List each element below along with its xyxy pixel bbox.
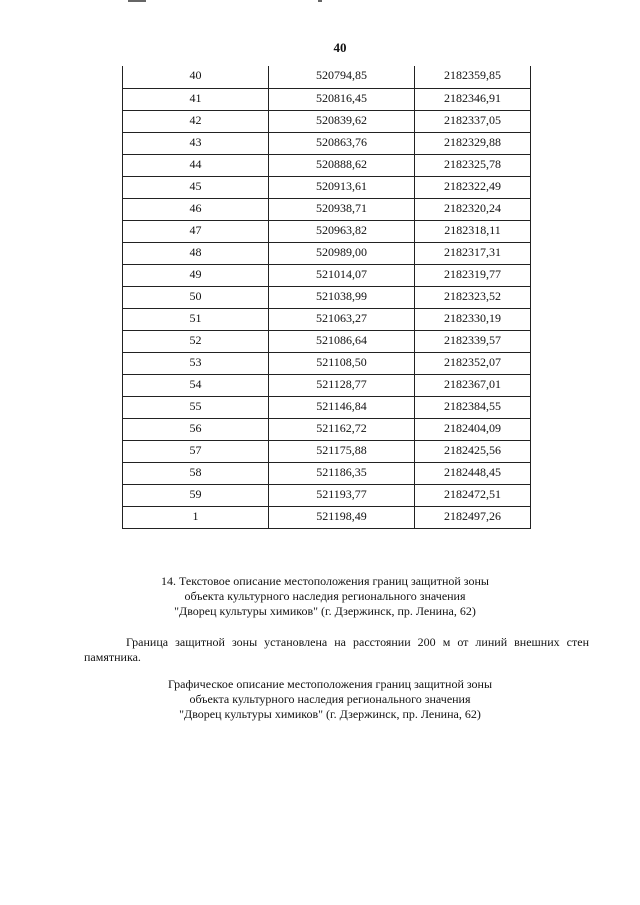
x-coordinate-cell: 521014,07	[269, 264, 415, 286]
point-number-cell: 54	[123, 374, 269, 396]
point-number-cell: 47	[123, 220, 269, 242]
x-coordinate-cell: 520863,76	[269, 132, 415, 154]
point-number-cell: 58	[123, 462, 269, 484]
y-coordinate-cell: 2182346,91	[415, 88, 531, 110]
x-coordinate-cell: 520989,00	[269, 242, 415, 264]
graphic-heading-line-3: "Дворец культуры химиков" (г. Дзержинск, пр. Ленина, 62)	[179, 707, 481, 721]
table-row	[123, 462, 531, 484]
point-number-cell: 1	[123, 506, 269, 528]
x-coordinate-cell: 520963,82	[269, 220, 415, 242]
point-number-cell: 41	[123, 88, 269, 110]
x-coordinate-cell: 521175,88	[269, 440, 415, 462]
y-coordinate-cell: 2182325,78	[415, 154, 531, 176]
x-coordinate-cell: 520888,62	[269, 154, 415, 176]
scan-edge-mark-right	[318, 0, 322, 2]
point-number-cell: 57	[123, 440, 269, 462]
table-row	[123, 88, 531, 110]
x-coordinate-cell: 521086,64	[269, 330, 415, 352]
point-number-cell: 50	[123, 286, 269, 308]
x-coordinate-cell: 520816,45	[269, 88, 415, 110]
y-coordinate-cell: 2182339,57	[415, 330, 531, 352]
table-row	[123, 198, 531, 220]
section-14-heading-line-1: 14. Текстовое описание местоположения границ защитной зоны	[161, 574, 489, 588]
point-number-cell: 42	[123, 110, 269, 132]
x-coordinate-cell: 520839,62	[269, 110, 415, 132]
x-coordinate-cell: 521108,50	[269, 352, 415, 374]
y-coordinate-cell: 2182359,85	[415, 66, 531, 88]
table-row	[123, 242, 531, 264]
table-row	[123, 66, 531, 88]
section-14-heading	[0, 574, 640, 619]
point-number-cell: 46	[123, 198, 269, 220]
point-number-cell: 53	[123, 352, 269, 374]
y-coordinate-cell: 2182404,09	[415, 418, 531, 440]
x-coordinate-cell: 521193,77	[269, 484, 415, 506]
graphic-heading-line-1: Графическое описание местоположения границ защитной зоны	[167, 677, 493, 691]
x-coordinate-cell: 520938,71	[269, 198, 415, 220]
table-row	[123, 352, 531, 374]
x-coordinate-cell: 521146,84	[269, 396, 415, 418]
table-row	[123, 440, 531, 462]
y-coordinate-cell: 2182318,11	[415, 220, 531, 242]
y-coordinate-cell: 2182323,52	[415, 286, 531, 308]
point-number-cell: 49	[123, 264, 269, 286]
graphic-heading-line-2: объекта культурного наследия регионального значения	[189, 692, 471, 706]
table-row	[123, 154, 531, 176]
page-number: 40	[333, 40, 347, 55]
table-row	[123, 220, 531, 242]
x-coordinate-cell: 521162,72	[269, 418, 415, 440]
table-row	[123, 418, 531, 440]
table-row	[123, 286, 531, 308]
table-row	[123, 264, 531, 286]
table-row	[123, 176, 531, 198]
y-coordinate-cell: 2182352,07	[415, 352, 531, 374]
x-coordinate-cell: 520794,85	[269, 66, 415, 88]
table-row	[123, 110, 531, 132]
point-number-cell: 45	[123, 176, 269, 198]
y-coordinate-cell: 2182320,24	[415, 198, 531, 220]
point-number-cell: 56	[123, 418, 269, 440]
y-coordinate-cell: 2182330,19	[415, 308, 531, 330]
x-coordinate-cell: 520913,61	[269, 176, 415, 198]
table-row	[123, 396, 531, 418]
y-coordinate-cell: 2182337,05	[415, 110, 531, 132]
table-row	[123, 506, 531, 528]
point-number-cell: 55	[123, 396, 269, 418]
point-number-cell: 59	[123, 484, 269, 506]
scan-edge-mark-left	[128, 0, 146, 2]
point-number-cell: 51	[123, 308, 269, 330]
y-coordinate-cell: 2182497,26	[415, 506, 531, 528]
table-row	[123, 132, 531, 154]
y-coordinate-cell: 2182367,01	[415, 374, 531, 396]
x-coordinate-cell: 521198,49	[269, 506, 415, 528]
section-14-heading-line-3: "Дворец культуры химиков" (г. Дзержинск, пр. Ленина, 62)	[174, 604, 476, 618]
y-coordinate-cell: 2182472,51	[415, 484, 531, 506]
y-coordinate-cell: 2182319,77	[415, 264, 531, 286]
y-coordinate-cell: 2182448,45	[415, 462, 531, 484]
table-row	[123, 330, 531, 352]
section-14-heading-line-2: объекта культурного наследия регионального значения	[184, 589, 466, 603]
x-coordinate-cell: 521038,99	[269, 286, 415, 308]
boundary-description-paragraph: Граница защитной зоны установлена на расстоянии 200 м от линий внешних стен памятника.	[84, 635, 589, 664]
graphic-description-heading	[0, 677, 640, 722]
point-number-cell: 52	[123, 330, 269, 352]
table-row	[123, 308, 531, 330]
table-row	[123, 374, 531, 396]
x-coordinate-cell: 521128,77	[269, 374, 415, 396]
y-coordinate-cell: 2182329,88	[415, 132, 531, 154]
y-coordinate-cell: 2182322,49	[415, 176, 531, 198]
y-coordinate-cell: 2182425,56	[415, 440, 531, 462]
y-coordinate-cell: 2182317,31	[415, 242, 531, 264]
x-coordinate-cell: 521063,27	[269, 308, 415, 330]
point-number-cell: 48	[123, 242, 269, 264]
point-number-cell: 40	[123, 66, 269, 88]
table-row	[123, 484, 531, 506]
x-coordinate-cell: 521186,35	[269, 462, 415, 484]
point-number-cell: 43	[123, 132, 269, 154]
coordinates-table	[122, 66, 531, 529]
point-number-cell: 44	[123, 154, 269, 176]
y-coordinate-cell: 2182384,55	[415, 396, 531, 418]
